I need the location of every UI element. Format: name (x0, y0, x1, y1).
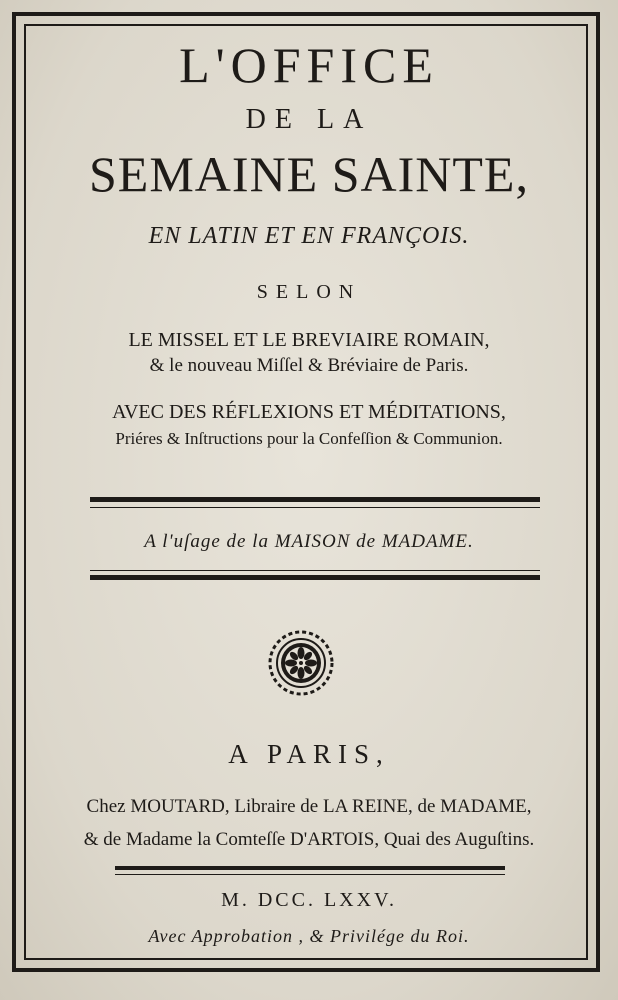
privilege-line: Avec Approbation , & Privilége du Roi. (148, 926, 470, 946)
rule-top-thick (90, 497, 540, 502)
rule-bottom-thick (115, 866, 505, 870)
subtitle-selon: SELON (256, 281, 362, 303)
subtitle-paris-missel: & le nouveau Miſſel & Bréviaire de Paris. (149, 355, 469, 376)
subtitle-languages: EN LATIN ET EN FRANÇOIS. (148, 223, 470, 249)
title-line-de-la: DE LA (245, 104, 373, 135)
subtitle-prieres: Priéres & Inſtructions pour la Confeſſion & Communion. (115, 429, 503, 448)
publisher-line-1: Chez MOUTARD, Libraire de LA REINE, de MADAME, (86, 796, 532, 817)
imprint-place: A PARIS, (228, 739, 390, 769)
rule-mid-thin (90, 570, 540, 571)
subtitle-reflexions: AVEC DES RÉFLEXIONS ET MÉDITATIONS, (112, 401, 506, 423)
title-line-office: L'OFFICE (179, 37, 439, 93)
rosette-ornament-icon (268, 630, 334, 696)
rule-top-thin (90, 507, 540, 508)
imprint-year: M. DCC. LXXV. (221, 889, 397, 911)
subtitle-missel: LE MISSEL ET LE BREVIAIRE ROMAIN, (128, 329, 490, 351)
usage-line: A l'uſage de la MAISON de MADAME. (144, 531, 474, 552)
title-line-semaine-sainte: SEMAINE SAINTE, (89, 146, 529, 202)
rule-bottom-thin (115, 874, 505, 875)
rule-mid-thick (90, 575, 540, 580)
publisher-line-2: & de Madame la Comteſſe D'ARTOIS, Quai des Auguſtins. (83, 829, 535, 850)
